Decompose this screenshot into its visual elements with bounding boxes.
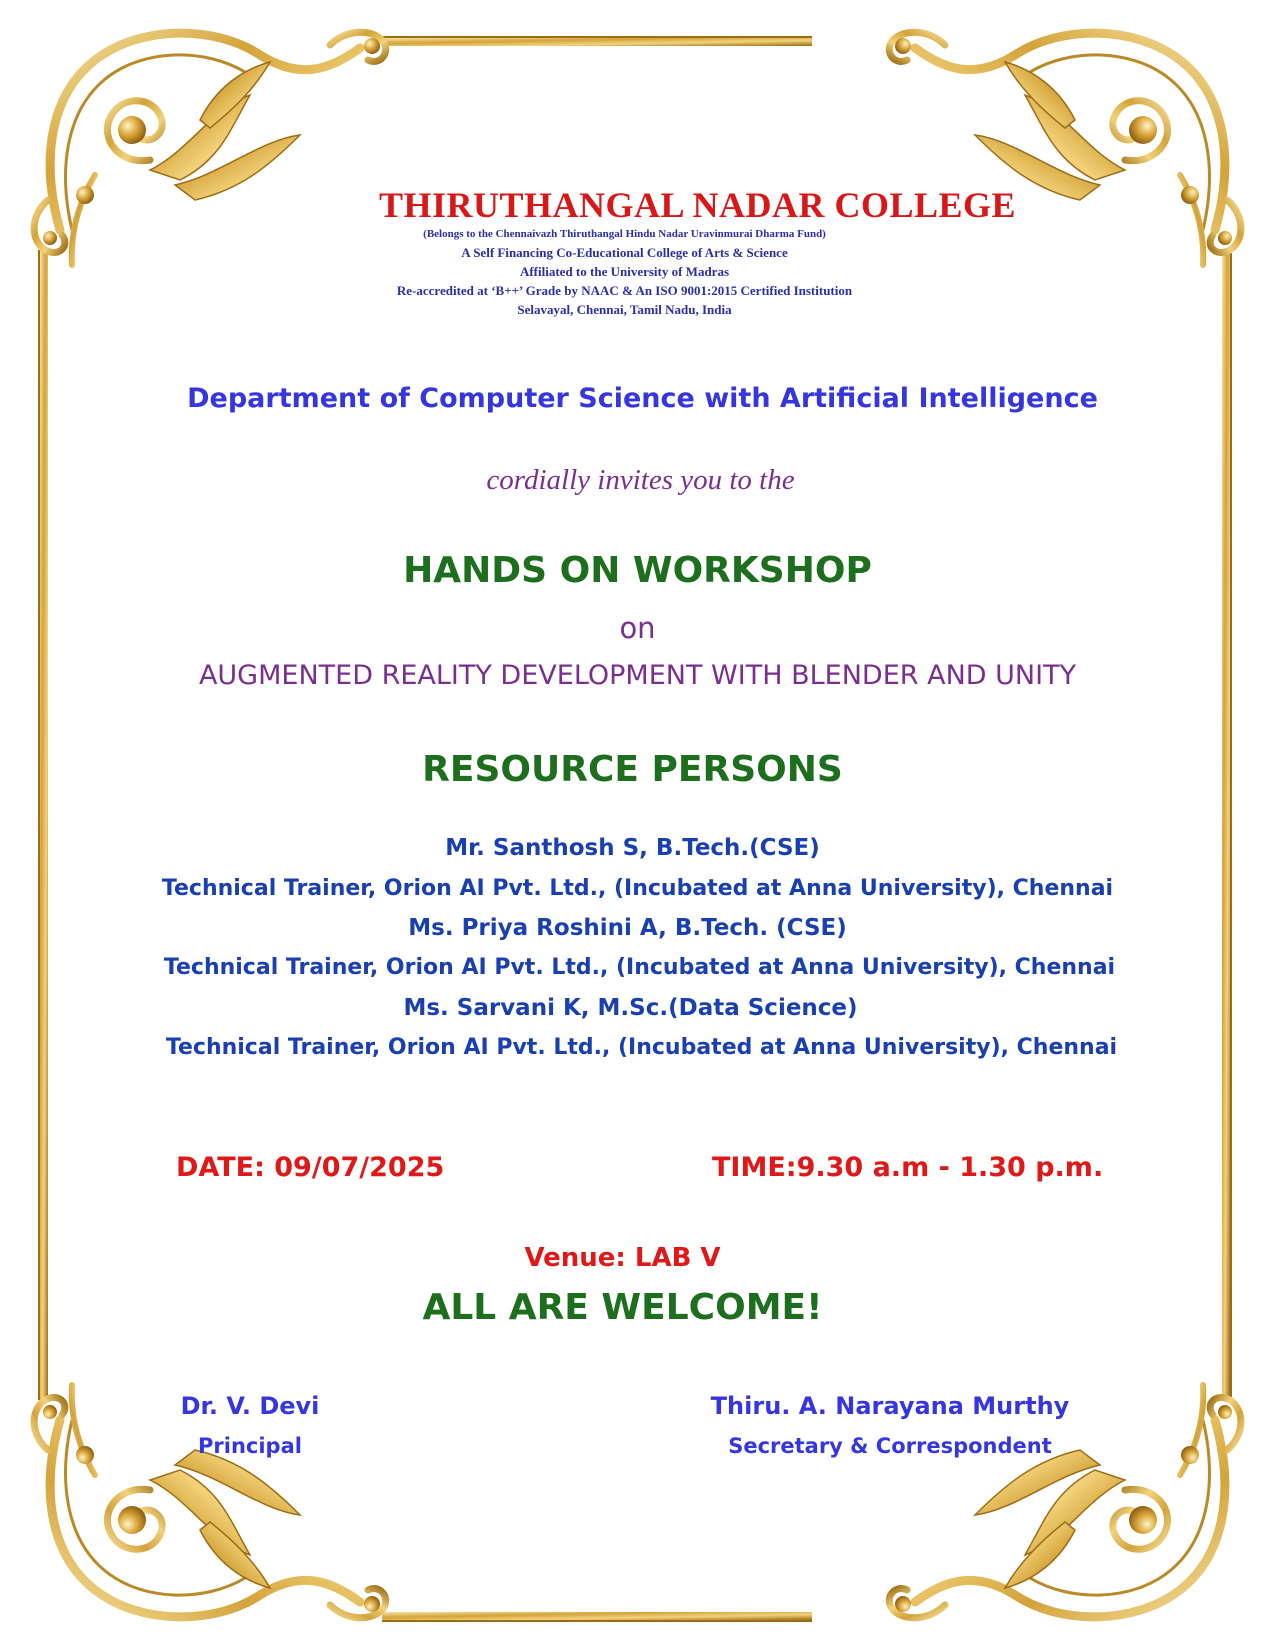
resource-person-name: Ms. Sarvani K, M.Sc.(Data Science) xyxy=(403,995,858,1021)
resource-person-role: Technical Trainer, Orion AI Pvt. Ltd., (Incubated at Anna University), Chennai xyxy=(161,876,1114,901)
resource-persons-heading: RESOURCE PERSONS xyxy=(422,749,843,790)
event-date: DATE: 09/07/2025 xyxy=(176,1152,445,1183)
on-connector: on xyxy=(619,611,656,645)
principal-name: Dr. V. Devi xyxy=(180,1392,320,1420)
event-venue: Venue: LAB V xyxy=(524,1243,721,1273)
resource-person-name: Mr. Santhosh S, B.Tech.(CSE) xyxy=(445,835,820,861)
principal-title: Principal xyxy=(198,1434,302,1458)
college-name: THIRUTHANGAL NADAR COLLEGE xyxy=(378,185,1017,225)
workshop-title: HANDS ON WORKSHOP xyxy=(403,550,872,591)
event-time: TIME:9.30 a.m - 1.30 p.m. xyxy=(712,1152,1104,1183)
college-type-line: A Self Financing Co-Educational College of Arts & Science xyxy=(461,245,788,260)
department-name: Department of Computer Science with Artificial Intelligence xyxy=(187,383,1098,414)
college-address-line: Selavayal, Chennai, Tamil Nadu, India xyxy=(517,302,732,317)
resource-person-name: Ms. Priya Roshini A, B.Tech. (CSE) xyxy=(408,915,847,941)
college-trust-line: (Belongs to the Chennaivazh Thiruthangal Hindu Nadar Uravinmurai Dharma Fund) xyxy=(423,228,826,240)
secretary-title: Secretary & Correspondent xyxy=(728,1434,1052,1458)
secretary-name: Thiru. A. Narayana Murthy xyxy=(710,1392,1070,1420)
resource-person-role: Technical Trainer, Orion AI Pvt. Ltd., (Incubated at Anna University), Chennai xyxy=(165,1035,1118,1060)
resource-person-role: Technical Trainer, Orion AI Pvt. Ltd., (Incubated at Anna University), Chennai xyxy=(163,955,1116,980)
college-accreditation-line: Re-accredited at ‘B++’ Grade by NAAC & An ISO 9001:2015 Certified Institution xyxy=(396,283,853,298)
college-affiliation-line: Affiliated to the University of Madras xyxy=(519,264,730,279)
welcome-message: ALL ARE WELCOME! xyxy=(422,1287,823,1328)
invitation-text: cordially invites you to the xyxy=(486,464,795,496)
workshop-topic: AUGMENTED REALITY DEVELOPMENT WITH BLENDER AND UNITY xyxy=(198,660,1077,691)
